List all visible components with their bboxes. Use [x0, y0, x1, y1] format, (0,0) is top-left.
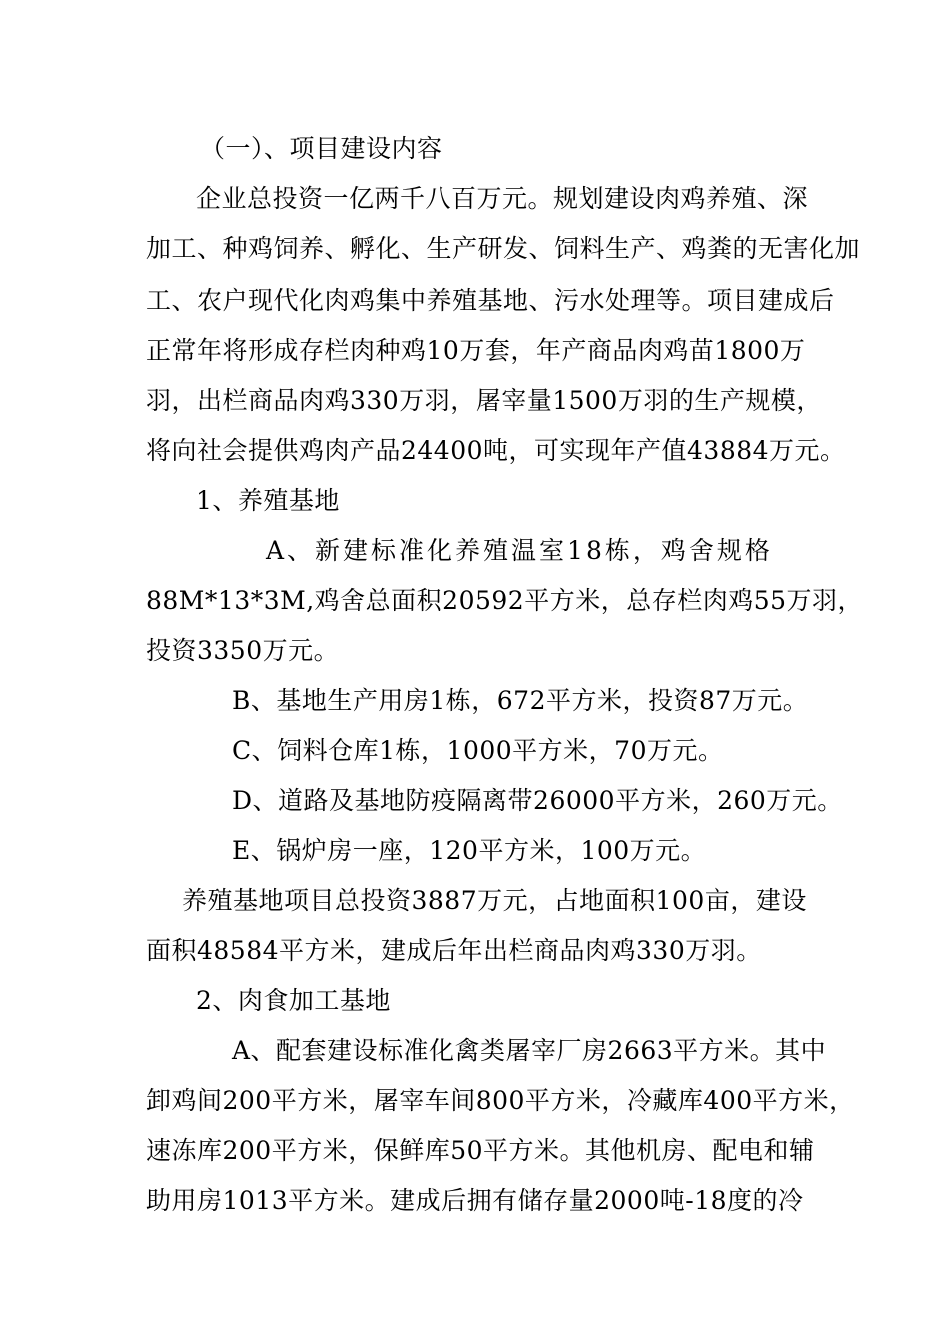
processing-item-a-line-1: A、配套建设标准化禽类屠宰厂房2663平方米。其中 — [232, 1036, 827, 1065]
breeding-base-heading: 1、养殖基地 — [196, 486, 340, 515]
processing-base-heading: 2、肉食加工基地 — [196, 986, 391, 1015]
intro-line-4: 正常年将形成存栏肉种鸡10万套，年产商品肉鸡苗1800万 — [146, 336, 806, 365]
breeding-item-a-line-3: 投资3350万元。 — [146, 636, 340, 665]
breeding-item-e: E、锅炉房一座，120平方米，100万元。 — [232, 836, 707, 865]
breeding-item-a-line-2: 88M*13*3M,鸡舍总面积20592平方米，总存栏肉鸡55万羽， — [146, 586, 864, 615]
breeding-item-d: D、道路及基地防疫隔离带26000平方米，260万元。 — [232, 786, 843, 815]
intro-line-5: 羽，出栏商品肉鸡330万羽，屠宰量1500万羽的生产规模， — [146, 386, 822, 415]
intro-line-1: 企业总投资一亿两千八百万元。规划建设肉鸡养殖、深 — [196, 184, 809, 213]
intro-line-2: 加工、种鸡饲养、孵化、生产研发、饲料生产、鸡粪的无害化加 — [146, 234, 861, 263]
intro-line-3: 工、农户现代化肉鸡集中养殖基地、污水处理等。项目建成后 — [146, 286, 835, 315]
intro-line-6: 将向社会提供鸡肉产品24400吨，可实现年产值43884万元。 — [146, 436, 846, 465]
breeding-item-a-line-1: A、新建标准化养殖温室18栋，鸡舍规格 — [266, 536, 773, 565]
breeding-item-c: C、饲料仓库1栋，1000平方米，70万元。 — [232, 736, 724, 765]
breeding-item-b: B、基地生产用房1栋，672平方米，投资87万元。 — [232, 686, 809, 715]
processing-item-a-line-4: 助用房1013平方米。建成后拥有储存量2000吨-18度的冷 — [146, 1186, 804, 1215]
breeding-summary-line-1: 养殖基地项目总投资3887万元，占地面积100亩，建设 — [182, 886, 807, 915]
processing-item-a-line-3: 速冻库200平方米，保鲜库50平方米。其他机房、配电和辅 — [146, 1136, 815, 1165]
breeding-summary-line-2: 面积48584平方米，建成后年出栏商品肉鸡330万羽。 — [146, 936, 762, 965]
processing-item-a-line-2: 卸鸡间200平方米，屠宰车间800平方米，冷藏库400平方米， — [146, 1086, 855, 1115]
section-heading: （一）、项目建设内容 — [200, 134, 443, 163]
